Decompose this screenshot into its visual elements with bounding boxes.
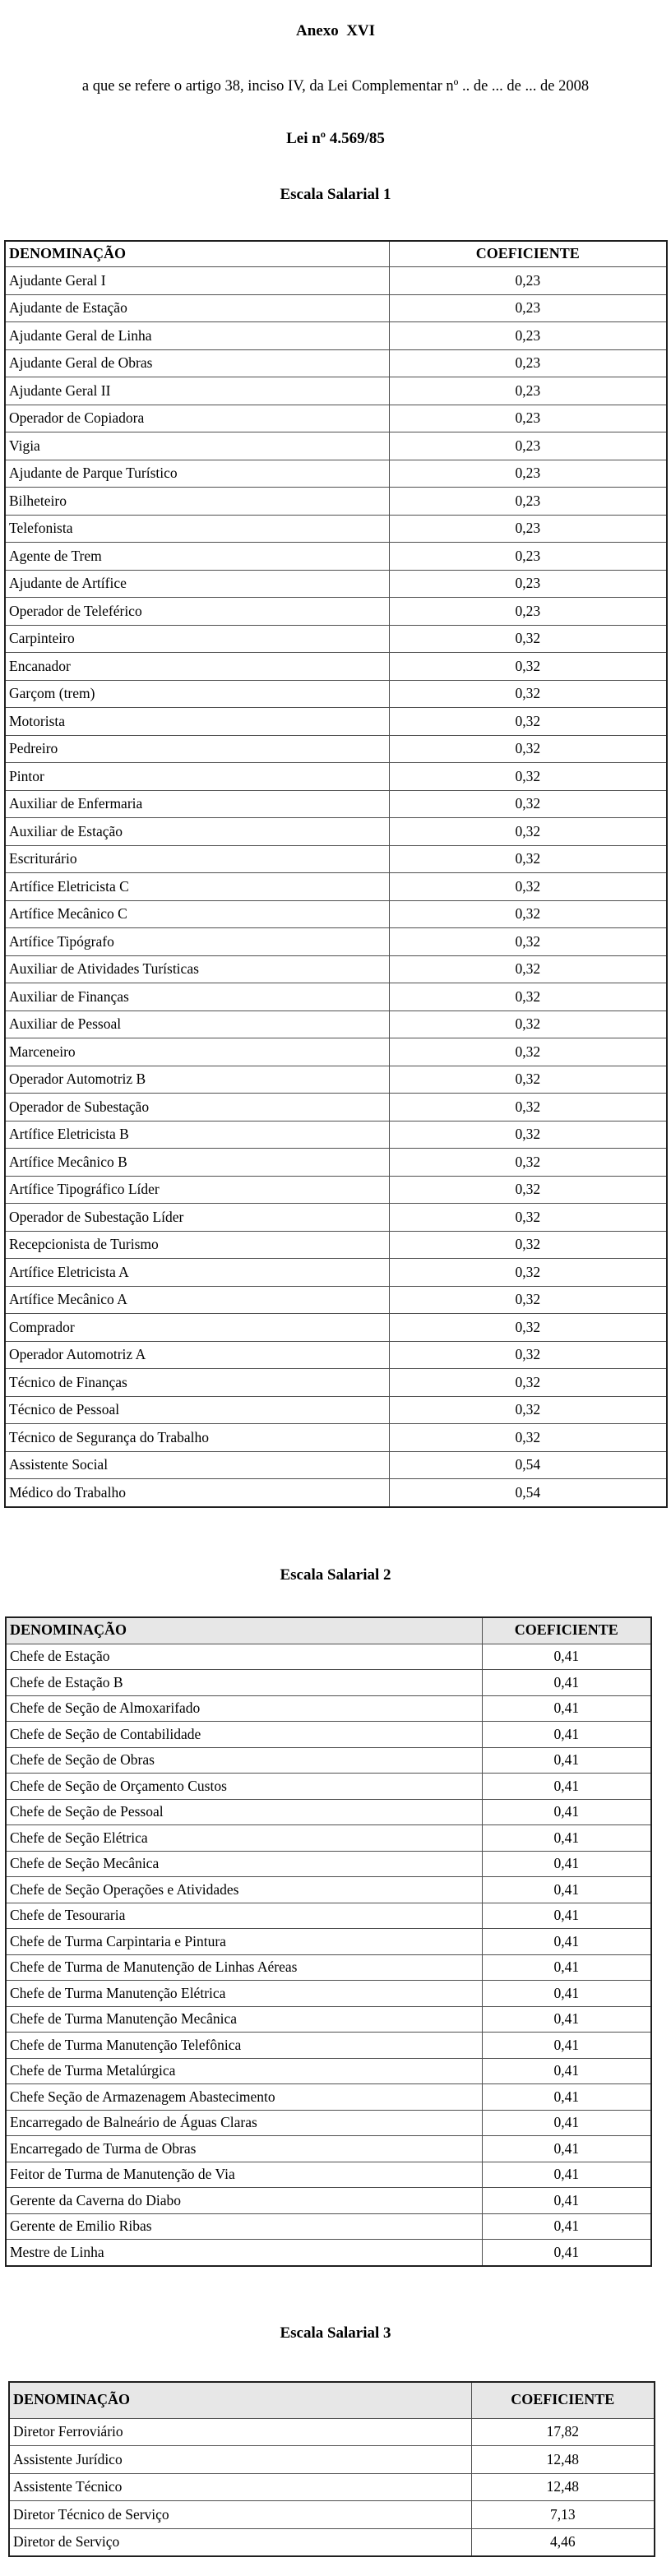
scale-3-title: Escala Salarial 3 bbox=[280, 2324, 391, 2342]
denomination-cell: Chefe de Turma Manutenção Mecânica bbox=[6, 2006, 482, 2033]
coefficient-cell: 0,41 bbox=[482, 2058, 651, 2084]
table-row bbox=[5, 1149, 667, 1177]
table-row bbox=[5, 598, 667, 626]
coefficient-cell: 0,23 bbox=[389, 515, 667, 543]
denomination-cell: Chefe de Turma Carpintaria e Pintura bbox=[6, 1929, 482, 1955]
denomination-cell: Encarregado de Turma de Obras bbox=[6, 2136, 482, 2162]
denomination-cell: Marceneiro bbox=[5, 1038, 389, 1066]
coefficient-cell: 0,32 bbox=[389, 983, 667, 1011]
coefficient-cell: 0,32 bbox=[389, 818, 667, 846]
coefficient-cell: 0,41 bbox=[482, 1644, 651, 1670]
denomination-cell: Ajudante Geral de Linha bbox=[5, 322, 389, 350]
denomination-cell: Assistente Social bbox=[5, 1451, 389, 1479]
table-row bbox=[5, 900, 667, 928]
coefficient-cell: 0,41 bbox=[482, 1903, 651, 1929]
coefficient-cell: 0,41 bbox=[482, 1825, 651, 1852]
coefficient-cell: 0,32 bbox=[389, 845, 667, 873]
coefficient-cell: 0,32 bbox=[389, 1424, 667, 1452]
coefficient-cell: 0,41 bbox=[482, 2240, 651, 2266]
coefficient-cell: 0,32 bbox=[389, 1341, 667, 1369]
table-row bbox=[6, 2162, 651, 2188]
coefficient-cell: 0,41 bbox=[482, 1774, 651, 1800]
denomination-cell: Auxiliar de Enfermaria bbox=[5, 790, 389, 818]
denomination-cell: Chefe de Turma Manutenção Elétrica bbox=[6, 1981, 482, 2007]
denomination-cell: Chefe de Seção de Contabilidade bbox=[6, 1722, 482, 1748]
table-row bbox=[9, 2528, 655, 2556]
table-row bbox=[5, 1066, 667, 1094]
coefficient-cell: 0,32 bbox=[389, 680, 667, 708]
coefficient-cell: 0,41 bbox=[482, 1695, 651, 1722]
denomination-column-header: DENOMINAÇÃO bbox=[9, 2382, 471, 2419]
table-row bbox=[6, 1747, 651, 1774]
table-row bbox=[5, 267, 667, 295]
denomination-cell: Feitor de Turma de Manutenção de Via bbox=[6, 2162, 482, 2188]
denomination-cell: Diretor de Serviço bbox=[9, 2528, 471, 2556]
salary-scale-2-section bbox=[0, 1566, 671, 2267]
coefficient-cell: 0,41 bbox=[482, 2033, 651, 2059]
denomination-cell: Técnico de Finanças bbox=[5, 1369, 389, 1397]
table-row bbox=[5, 570, 667, 598]
coefficient-cell: 17,82 bbox=[471, 2418, 655, 2446]
denomination-cell: Auxiliar de Estação bbox=[5, 818, 389, 846]
coefficient-cell: 0,41 bbox=[482, 1747, 651, 1774]
coefficient-cell: 0,23 bbox=[389, 405, 667, 432]
coefficient-cell: 0,41 bbox=[482, 2136, 651, 2162]
table-row bbox=[5, 1038, 667, 1066]
table-row bbox=[6, 2084, 651, 2111]
table-row bbox=[5, 349, 667, 377]
coefficient-cell: 0,41 bbox=[482, 1981, 651, 2007]
table-row bbox=[6, 2213, 651, 2240]
denomination-cell: Encanador bbox=[5, 653, 389, 681]
table-row bbox=[5, 543, 667, 571]
coefficient-cell: 0,32 bbox=[389, 735, 667, 763]
coefficient-cell: 0,41 bbox=[482, 2006, 651, 2033]
table-row bbox=[6, 1722, 651, 1748]
denomination-cell: Ajudante Geral II bbox=[5, 377, 389, 405]
coefficient-cell: 0,23 bbox=[389, 322, 667, 350]
coefficient-column-header: COEFICIENTE bbox=[389, 241, 667, 267]
coefficient-cell: 0,23 bbox=[389, 349, 667, 377]
table-row bbox=[5, 1451, 667, 1479]
denomination-cell: Operador Automotriz B bbox=[5, 1066, 389, 1094]
table-row bbox=[5, 928, 667, 956]
scale-2-title: Escala Salarial 2 bbox=[280, 1565, 391, 1584]
coefficient-cell: 0,23 bbox=[389, 543, 667, 571]
denomination-cell: Comprador bbox=[5, 1314, 389, 1342]
coefficient-cell: 0,32 bbox=[389, 1066, 667, 1094]
table-row bbox=[9, 2446, 655, 2474]
denomination-cell: Operador de Subestação Líder bbox=[5, 1204, 389, 1232]
denomination-cell: Artífice Eletricista B bbox=[5, 1121, 389, 1149]
denomination-cell: Artífice Eletricista A bbox=[5, 1259, 389, 1287]
table-row bbox=[5, 1314, 667, 1342]
coefficient-cell: 0,32 bbox=[389, 955, 667, 983]
coefficient-cell: 0,23 bbox=[389, 460, 667, 488]
table-row bbox=[5, 845, 667, 873]
coefficient-cell: 7,13 bbox=[471, 2501, 655, 2529]
coefficient-cell: 0,41 bbox=[482, 2213, 651, 2240]
coefficient-cell: 0,41 bbox=[482, 1799, 651, 1825]
denomination-cell: Assistente Jurídico bbox=[9, 2446, 471, 2474]
coefficient-cell: 0,32 bbox=[389, 1396, 667, 1424]
table-row bbox=[5, 625, 667, 653]
denomination-cell: Mestre de Linha bbox=[6, 2240, 482, 2266]
table-row bbox=[5, 322, 667, 350]
coefficient-cell: 0,32 bbox=[389, 1286, 667, 1314]
table-row bbox=[5, 708, 667, 736]
coefficient-cell: 0,32 bbox=[389, 625, 667, 653]
table-row bbox=[5, 1121, 667, 1149]
denomination-cell: Agente de Trem bbox=[5, 543, 389, 571]
coefficient-cell: 0,54 bbox=[389, 1479, 667, 1507]
coefficient-cell: 0,23 bbox=[389, 432, 667, 460]
coefficient-cell: 0,41 bbox=[482, 2084, 651, 2111]
coefficient-cell: 0,41 bbox=[482, 1929, 651, 1955]
denomination-cell: Diretor Ferroviário bbox=[9, 2418, 471, 2446]
table-row bbox=[5, 1396, 667, 1424]
denomination-cell: Ajudante Geral I bbox=[5, 267, 389, 295]
coefficient-cell: 0,23 bbox=[389, 570, 667, 598]
coefficient-column-header: COEFICIENTE bbox=[482, 1617, 651, 1644]
law-number-title: Lei nº 4.569/85 bbox=[286, 130, 385, 147]
table-header-row bbox=[6, 1617, 651, 1644]
coefficient-cell: 0,41 bbox=[482, 1954, 651, 1981]
coefficient-cell: 0,23 bbox=[389, 598, 667, 626]
table-row bbox=[5, 735, 667, 763]
coefficient-cell: 0,41 bbox=[482, 1877, 651, 1903]
denomination-cell: Operador de Subestação bbox=[5, 1094, 389, 1122]
table-row bbox=[5, 1094, 667, 1122]
denomination-cell: Telefonista bbox=[5, 515, 389, 543]
table-row bbox=[5, 983, 667, 1011]
table-row bbox=[6, 1851, 651, 1877]
coefficient-cell: 0,32 bbox=[389, 1314, 667, 1342]
denomination-cell: Chefe de Estação B bbox=[6, 1670, 482, 1696]
denomination-cell: Auxiliar de Pessoal bbox=[5, 1011, 389, 1038]
annex-title: Anexo XVI bbox=[295, 22, 376, 39]
coefficient-cell: 0,32 bbox=[389, 653, 667, 681]
table-row bbox=[6, 2058, 651, 2084]
table-row bbox=[5, 460, 667, 488]
coefficient-cell: 0,41 bbox=[482, 1851, 651, 1877]
denomination-cell: Ajudante de Parque Turístico bbox=[5, 460, 389, 488]
coefficient-cell: 0,32 bbox=[389, 1149, 667, 1177]
salary-scale-1-table bbox=[4, 240, 668, 1508]
coefficient-cell: 0,32 bbox=[389, 900, 667, 928]
table-header-row bbox=[5, 241, 667, 267]
coefficient-cell: 0,41 bbox=[482, 2162, 651, 2188]
table-row bbox=[6, 1825, 651, 1852]
denomination-cell: Chefe de Estação bbox=[6, 1644, 482, 1670]
table-row bbox=[6, 2136, 651, 2162]
table-row bbox=[5, 1369, 667, 1397]
coefficient-cell: 0,41 bbox=[482, 2188, 651, 2214]
reference-line: a que se refere o artigo 38, inciso IV, da Lei Complementar nº .. de ... de ... de 2008 bbox=[81, 78, 590, 95]
denomination-cell: Artífice Mecânico B bbox=[5, 1149, 389, 1177]
coefficient-cell: 0,32 bbox=[389, 1204, 667, 1232]
denomination-cell: Técnico de Segurança do Trabalho bbox=[5, 1424, 389, 1452]
table-row bbox=[6, 1695, 651, 1722]
table-row bbox=[9, 2501, 655, 2529]
denomination-cell: Operador de Copiadora bbox=[5, 405, 389, 432]
table-row bbox=[6, 1929, 651, 1955]
denomination-cell: Ajudante de Estação bbox=[5, 294, 389, 322]
table-row bbox=[5, 1341, 667, 1369]
coefficient-cell: 0,32 bbox=[389, 1011, 667, 1038]
coefficient-cell: 0,32 bbox=[389, 1259, 667, 1287]
denomination-cell: Pintor bbox=[5, 763, 389, 791]
table-row bbox=[9, 2418, 655, 2446]
table-row bbox=[6, 2110, 651, 2136]
table-row bbox=[5, 790, 667, 818]
coefficient-cell: 0,32 bbox=[389, 1094, 667, 1122]
denomination-cell: Chefe de Seção Operações e Atividades bbox=[6, 1877, 482, 1903]
denomination-cell: Artífice Mecânico C bbox=[5, 900, 389, 928]
coefficient-cell: 0,32 bbox=[389, 708, 667, 736]
table-row bbox=[6, 1670, 651, 1696]
denomination-cell: Chefe de Seção de Obras bbox=[6, 1747, 482, 1774]
denomination-cell: Recepcionista de Turismo bbox=[5, 1231, 389, 1259]
table-row bbox=[6, 1774, 651, 1800]
table-row bbox=[6, 1799, 651, 1825]
table-row bbox=[5, 1479, 667, 1507]
coefficient-column-header: COEFICIENTE bbox=[471, 2382, 655, 2419]
table-row bbox=[5, 763, 667, 791]
denomination-cell: Escriturário bbox=[5, 845, 389, 873]
denomination-cell: Operador Automotriz A bbox=[5, 1341, 389, 1369]
denomination-cell: Chefe de Tesouraria bbox=[6, 1903, 482, 1929]
denomination-cell: Chefe de Seção Mecânica bbox=[6, 1851, 482, 1877]
denomination-cell: Chefe de Turma Metalúrgica bbox=[6, 2058, 482, 2084]
denomination-cell: Encarregado de Balneário de Águas Claras bbox=[6, 2110, 482, 2136]
coefficient-cell: 0,32 bbox=[389, 928, 667, 956]
denomination-column-header: DENOMINAÇÃO bbox=[6, 1617, 482, 1644]
coefficient-cell: 0,32 bbox=[389, 1369, 667, 1397]
coefficient-cell: 0,23 bbox=[389, 294, 667, 322]
denomination-cell: Chefe de Seção de Orçamento Custos bbox=[6, 1774, 482, 1800]
denomination-cell: Chefe de Seção de Almoxarifado bbox=[6, 1695, 482, 1722]
scale-1-title: Escala Salarial 1 bbox=[280, 186, 391, 203]
table-row bbox=[5, 955, 667, 983]
coefficient-cell: 0,41 bbox=[482, 1722, 651, 1748]
denomination-cell: Chefe de Turma Manutenção Telefônica bbox=[6, 2033, 482, 2059]
salary-scale-3-table bbox=[8, 2381, 655, 2558]
coefficient-cell: 4,46 bbox=[471, 2528, 655, 2556]
coefficient-cell: 0,23 bbox=[389, 488, 667, 516]
salary-scale-1-section bbox=[0, 186, 671, 1508]
coefficient-cell: 0,41 bbox=[482, 1670, 651, 1696]
table-row bbox=[5, 1259, 667, 1287]
salary-scale-2-table bbox=[5, 1616, 652, 2267]
table-row bbox=[6, 2188, 651, 2214]
coefficient-cell: 0,32 bbox=[389, 763, 667, 791]
denomination-cell: Diretor Técnico de Serviço bbox=[9, 2501, 471, 2529]
table-row bbox=[6, 1877, 651, 1903]
table-row bbox=[6, 1981, 651, 2007]
denomination-cell: Ajudante de Artífice bbox=[5, 570, 389, 598]
table-row bbox=[5, 294, 667, 322]
denomination-cell: Auxiliar de Finanças bbox=[5, 983, 389, 1011]
coefficient-cell: 0,23 bbox=[389, 377, 667, 405]
table-header-row bbox=[9, 2382, 655, 2419]
table-row bbox=[5, 432, 667, 460]
table-row bbox=[6, 2240, 651, 2266]
denomination-cell: Vigia bbox=[5, 432, 389, 460]
denomination-cell: Motorista bbox=[5, 708, 389, 736]
coefficient-cell: 0,41 bbox=[482, 2110, 651, 2136]
denomination-cell: Artífice Tipográfico Líder bbox=[5, 1176, 389, 1204]
denomination-cell: Artífice Eletricista C bbox=[5, 873, 389, 901]
table-row bbox=[5, 1231, 667, 1259]
coefficient-cell: 0,23 bbox=[389, 267, 667, 295]
table-row bbox=[5, 377, 667, 405]
denomination-cell: Médico do Trabalho bbox=[5, 1479, 389, 1507]
coefficient-cell: 12,48 bbox=[471, 2473, 655, 2501]
coefficient-cell: 0,32 bbox=[389, 1231, 667, 1259]
table-row bbox=[5, 1011, 667, 1038]
salary-scale-3-section bbox=[0, 2324, 671, 2558]
coefficient-cell: 0,32 bbox=[389, 790, 667, 818]
coefficient-cell: 0,32 bbox=[389, 1038, 667, 1066]
denomination-cell: Ajudante Geral de Obras bbox=[5, 349, 389, 377]
table-row bbox=[5, 818, 667, 846]
coefficient-cell: 0,54 bbox=[389, 1451, 667, 1479]
table-row bbox=[5, 1176, 667, 1204]
table-row bbox=[6, 1903, 651, 1929]
coefficient-cell: 0,32 bbox=[389, 873, 667, 901]
denomination-cell: Operador de Teleférico bbox=[5, 598, 389, 626]
denomination-cell: Gerente da Caverna do Diabo bbox=[6, 2188, 482, 2214]
denomination-cell: Carpinteiro bbox=[5, 625, 389, 653]
table-row bbox=[9, 2473, 655, 2501]
denomination-cell: Artífice Mecânico A bbox=[5, 1286, 389, 1314]
table-row bbox=[5, 1286, 667, 1314]
denomination-cell: Chefe de Turma de Manutenção de Linhas Aéreas bbox=[6, 1954, 482, 1981]
table-row bbox=[5, 405, 667, 432]
table-row bbox=[5, 515, 667, 543]
table-row bbox=[6, 1644, 651, 1670]
coefficient-cell: 12,48 bbox=[471, 2446, 655, 2474]
denomination-cell: Gerente de Emilio Ribas bbox=[6, 2213, 482, 2240]
table-row bbox=[5, 1204, 667, 1232]
table-row bbox=[5, 488, 667, 516]
table-row bbox=[5, 653, 667, 681]
coefficient-cell: 0,32 bbox=[389, 1176, 667, 1204]
denomination-cell: Garçom (trem) bbox=[5, 680, 389, 708]
coefficient-cell: 0,32 bbox=[389, 1121, 667, 1149]
table-row bbox=[6, 2006, 651, 2033]
denomination-cell: Artífice Tipógrafo bbox=[5, 928, 389, 956]
denomination-cell: Auxiliar de Atividades Turísticas bbox=[5, 955, 389, 983]
denomination-cell: Chefe Seção de Armazenagem Abastecimento bbox=[6, 2084, 482, 2111]
table-row bbox=[5, 1424, 667, 1452]
table-row bbox=[5, 873, 667, 901]
table-row bbox=[6, 2033, 651, 2059]
denomination-cell: Bilheteiro bbox=[5, 488, 389, 516]
denomination-cell: Técnico de Pessoal bbox=[5, 1396, 389, 1424]
denomination-cell: Assistente Técnico bbox=[9, 2473, 471, 2501]
table-row bbox=[6, 1954, 651, 1981]
table-row bbox=[5, 680, 667, 708]
denomination-cell: Chefe de Seção de Pessoal bbox=[6, 1799, 482, 1825]
denomination-cell: Pedreiro bbox=[5, 735, 389, 763]
denomination-column-header: DENOMINAÇÃO bbox=[5, 241, 389, 267]
denomination-cell: Chefe de Seção Elétrica bbox=[6, 1825, 482, 1852]
